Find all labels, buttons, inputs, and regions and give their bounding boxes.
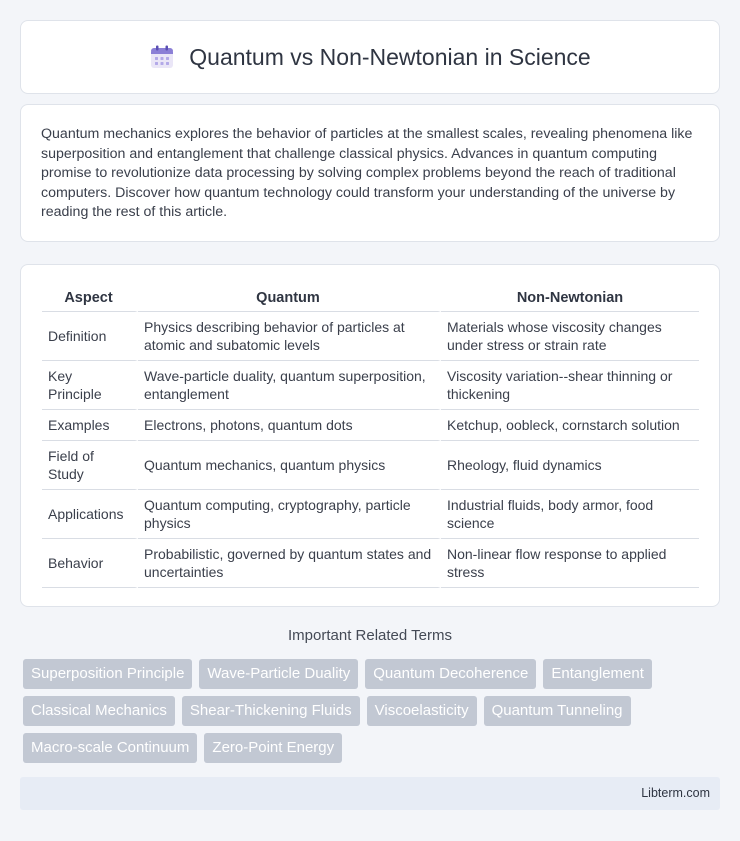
header-aspect: Aspect xyxy=(42,285,138,312)
related-term-tag[interactable]: Zero-Point Energy xyxy=(204,733,342,763)
quantum-cell: Wave-particle duality, quantum superposition, entanglement xyxy=(138,361,441,410)
non-newtonian-cell: Ketchup, oobleck, cornstarch solution xyxy=(441,410,699,441)
related-term-tag[interactable]: Viscoelasticity xyxy=(367,696,477,726)
table-row xyxy=(42,361,699,410)
aspect-cell: Behavior xyxy=(42,539,138,588)
related-terms-list xyxy=(23,659,723,763)
quantum-cell: Probabilistic, governed by quantum states and uncertainties xyxy=(138,539,441,588)
intro-text: Quantum mechanics explores the behavior of particles at the smallest scales, revealing phenomena like superposition and entanglement that challenge classical physics. Advances in quantum computing promise to revolutionize data processing by solving complex problems beyond the reach of traditional computers. Discover how quantum technology could transform your understanding of the universe by reading the rest of this article. xyxy=(41,126,693,221)
calendar-icon xyxy=(149,44,175,70)
non-newtonian-cell: Viscosity variation--shear thinning or thickening xyxy=(441,361,699,410)
related-term-tag[interactable]: Entanglement xyxy=(543,659,652,689)
related-term-tag[interactable]: Classical Mechanics xyxy=(23,696,175,726)
quantum-cell: Electrons, photons, quantum dots xyxy=(138,410,441,441)
non-newtonian-cell: Materials whose viscosity changes under stress or strain rate xyxy=(441,312,699,361)
header-card xyxy=(20,20,720,94)
table-row xyxy=(42,539,699,588)
related-term-tag[interactable]: Macro-scale Continuum xyxy=(23,733,197,763)
footer-site-link[interactable]: Libterm.com xyxy=(641,786,710,800)
related-term-tag[interactable]: Quantum Tunneling xyxy=(484,696,631,726)
aspect-cell: Applications xyxy=(42,490,138,539)
footer xyxy=(20,777,720,810)
table-row xyxy=(42,441,699,490)
non-newtonian-cell: Industrial fluids, body armor, food science xyxy=(441,490,699,539)
aspect-cell: Definition xyxy=(42,312,138,361)
table-header-row xyxy=(42,285,699,312)
comparison-table xyxy=(42,285,699,588)
table-row xyxy=(42,410,699,441)
aspect-cell: Examples xyxy=(42,410,138,441)
related-term-tag[interactable]: Quantum Decoherence xyxy=(365,659,536,689)
quantum-cell: Physics describing behavior of particles at atomic and subatomic levels xyxy=(138,312,441,361)
non-newtonian-cell: Rheology, fluid dynamics xyxy=(441,441,699,490)
aspect-cell: Field of Study xyxy=(42,441,138,490)
related-term-tag[interactable]: Superposition Principle xyxy=(23,659,192,689)
intro-card xyxy=(20,104,720,242)
comparison-card xyxy=(20,264,720,607)
table-row xyxy=(42,312,699,361)
page-title: Quantum vs Non-Newtonian in Science xyxy=(189,43,591,70)
table-row xyxy=(42,490,699,539)
related-term-tag[interactable]: Shear-Thickening Fluids xyxy=(182,696,360,726)
aspect-cell: Key Principle xyxy=(42,361,138,410)
title-wrap xyxy=(149,44,590,71)
quantum-cell: Quantum computing, cryptography, particle physics xyxy=(138,490,441,539)
quantum-cell: Quantum mechanics, quantum physics xyxy=(138,441,441,490)
header-non-newtonian: Non-Newtonian xyxy=(441,285,699,312)
related-terms-title: Important Related Terms xyxy=(288,627,452,644)
non-newtonian-cell: Non-linear flow response to applied stress xyxy=(441,539,699,588)
header-quantum: Quantum xyxy=(138,285,441,312)
related-term-tag[interactable]: Wave-Particle Duality xyxy=(199,659,358,689)
